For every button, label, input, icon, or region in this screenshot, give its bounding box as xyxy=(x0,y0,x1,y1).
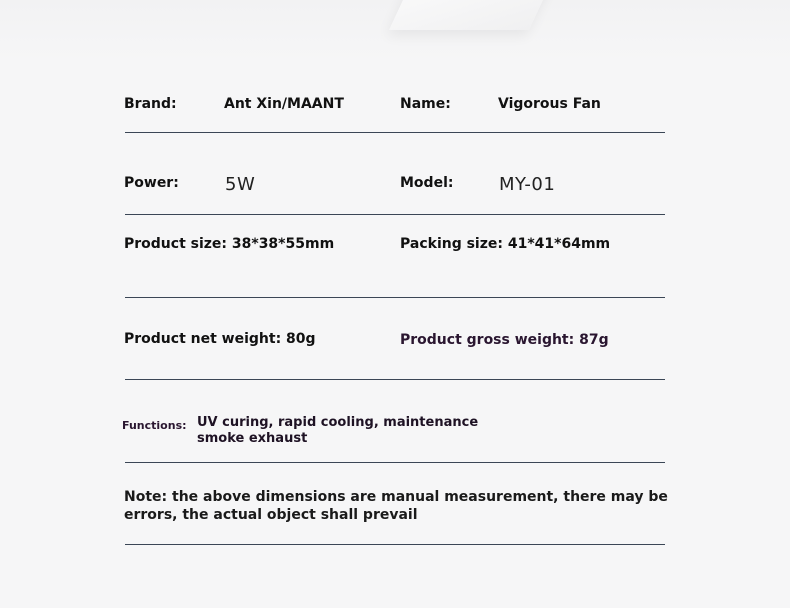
functions-line-1: UV curing, rapid cooling, maintenance xyxy=(197,415,479,430)
divider-6 xyxy=(125,544,665,545)
divider-5 xyxy=(125,462,665,463)
net-weight-row xyxy=(124,330,316,348)
packing-size-row xyxy=(400,235,610,253)
gross-weight-value: 87g xyxy=(579,332,609,348)
brand-label: Brand: xyxy=(124,96,177,112)
measurement-note: Note: the above dimensions are manual measurement, there may be errors, the actual object shall prevail xyxy=(124,489,668,523)
product-size-label: Product size: xyxy=(124,236,228,252)
power-value: 5W xyxy=(225,174,256,195)
name-value: Vigorous Fan xyxy=(498,96,601,112)
product-size-value: 38*38*55mm xyxy=(231,236,335,252)
brand-value: Ant Xin/MAANT xyxy=(224,96,344,112)
gross-weight-label: Product gross weight: xyxy=(400,332,575,348)
gross-weight-row xyxy=(400,331,609,349)
net-weight-label: Product net weight: xyxy=(124,331,282,347)
divider-1 xyxy=(125,132,665,133)
model-label: Model: xyxy=(400,175,454,191)
product-image-corner xyxy=(389,0,571,30)
divider-3 xyxy=(125,297,665,298)
top-image-strip xyxy=(0,0,790,64)
functions-line-2: smoke exhaust xyxy=(197,431,308,446)
name-label: Name: xyxy=(400,96,451,112)
packing-size-value: 41*41*64mm xyxy=(507,236,611,252)
net-weight-value: 80g xyxy=(286,331,316,347)
divider-2 xyxy=(125,214,665,215)
product-size-row xyxy=(124,235,334,253)
model-value: MY-01 xyxy=(499,174,556,195)
power-label: Power: xyxy=(124,175,179,191)
packing-size-label: Packing size: xyxy=(400,236,503,252)
functions-label: Functions: xyxy=(122,419,187,432)
divider-4 xyxy=(125,379,665,380)
